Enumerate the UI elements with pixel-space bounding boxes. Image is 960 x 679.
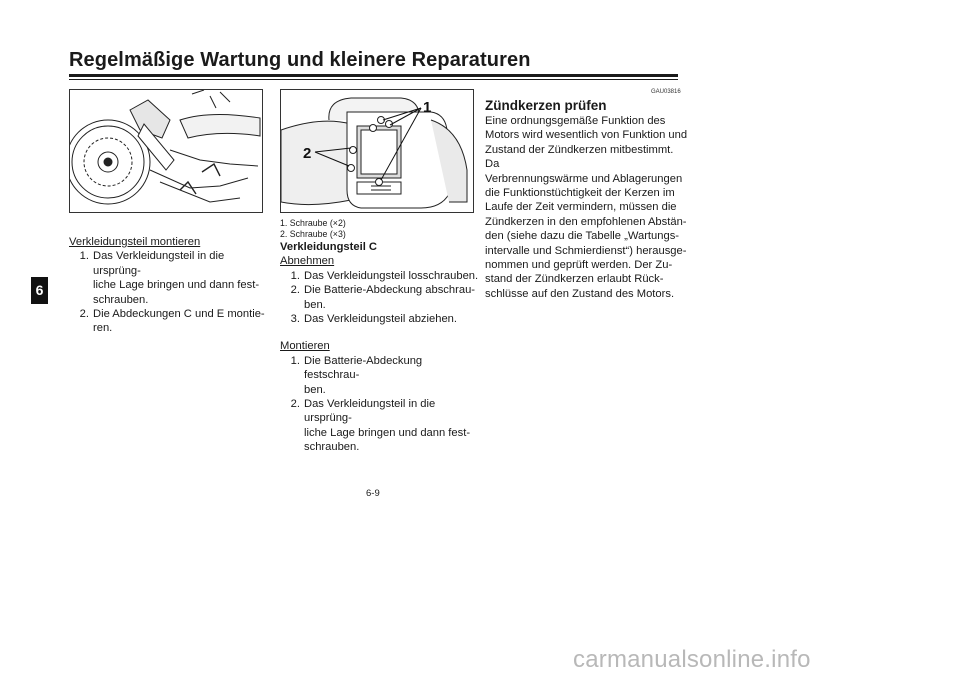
- callout-1: 1: [423, 99, 432, 116]
- chapter-tab: 6: [31, 277, 48, 304]
- body-line: schlüsse auf den Zustand des Motors.: [485, 287, 675, 300]
- figure-caption: 1. Schraube (×2): [280, 218, 346, 228]
- body-line: Zündkerzen in den empfohlenen Abstän-: [485, 215, 687, 228]
- section-heading-spark-plugs: Zündkerzen prüfen: [485, 98, 607, 113]
- subheading-install: Montieren: [280, 340, 330, 353]
- subheading-install: Verkleidungsteil montieren: [69, 236, 201, 248]
- section-code: GAU03816: [651, 89, 681, 95]
- right-column-body: [485, 114, 690, 301]
- step-number: 1.: [290, 269, 300, 282]
- list-item: [280, 269, 480, 283]
- list-item: [69, 249, 269, 307]
- list-item: [69, 307, 269, 336]
- middle-column: [280, 218, 480, 455]
- step-line: schrauben.: [93, 293, 149, 306]
- step-number: 1.: [290, 354, 300, 367]
- subheading-remove: Abnehmen: [280, 255, 335, 268]
- figure-cover-install: [69, 89, 263, 213]
- figure-battery-cover: [280, 89, 474, 213]
- step-line: ren.: [93, 322, 113, 335]
- list-item: [280, 397, 480, 455]
- step-number: 3.: [290, 313, 300, 326]
- step-line: Die Abdeckungen C und E montie-: [93, 308, 265, 321]
- page-title: Regelmäßige Wartung und kleinere Reparaturen: [69, 49, 531, 71]
- step-line: schrauben.: [304, 441, 360, 454]
- body-line: die Funktionstüchtigkeit der Kerzen im: [485, 187, 675, 200]
- list-item: [280, 312, 480, 326]
- body-line: Laufe der Zeit vermindern, müssen die: [485, 201, 677, 214]
- step-number: 1.: [79, 250, 89, 263]
- figure-caption: 2. Schraube (×3): [280, 228, 346, 239]
- callout-2: 2: [303, 145, 312, 162]
- step-number: 2.: [290, 284, 300, 297]
- step-line: Das Verkleidungsteil in die ursprüng-: [93, 250, 225, 277]
- body-line: den (siehe dazu die Tabelle „Wartungs-: [485, 230, 680, 243]
- list-item: [280, 354, 480, 397]
- body-line: Zustand der Zündkerzen mitbestimmt. Da: [485, 143, 674, 171]
- step-line: liche Lage bringen und dann fest-: [93, 279, 260, 292]
- step-number: 2.: [290, 398, 300, 411]
- step-line: Die Batterie-Abdeckung abschrau-: [304, 284, 476, 297]
- body-line: stand der Zündkerzen erlaubt Rück-: [485, 273, 664, 286]
- body-line: nommen und geprüft werden. Der Zu-: [485, 259, 673, 272]
- left-column: [69, 235, 269, 336]
- step-line: liche Lage bringen und dann fest-: [304, 426, 471, 439]
- cover-install-illustration: [70, 90, 262, 212]
- step-line: Das Verkleidungsteil losschrauben.: [304, 269, 479, 282]
- step-line: Das Verkleidungsteil in die ursprüng-: [304, 398, 436, 425]
- body-line: Motors wird wesentlich von Funktion und: [485, 129, 688, 142]
- page-number: 6-9: [366, 488, 380, 499]
- step-line: Das Verkleidungsteil abziehen.: [304, 313, 457, 326]
- body-line: Verbrennungswärme und Ablagerungen: [485, 172, 683, 185]
- step-number: 2.: [79, 308, 89, 321]
- battery-cover-illustration: [281, 90, 473, 212]
- header-rule-thin: [69, 79, 678, 80]
- section-heading: Verkleidungsteil C: [280, 241, 377, 253]
- step-line: ben.: [304, 298, 326, 311]
- body-line: intervalle und Schmierdienst“) herausge-: [485, 244, 687, 257]
- watermark: carmanualsonline.info: [573, 646, 811, 673]
- body-line: Eine ordnungsgemäße Funktion des: [485, 115, 666, 127]
- list-item: [280, 283, 480, 312]
- step-line: Die Batterie-Abdeckung festschrau-: [304, 354, 423, 382]
- step-line: ben.: [304, 383, 326, 396]
- header-rule-thick: [69, 74, 678, 77]
